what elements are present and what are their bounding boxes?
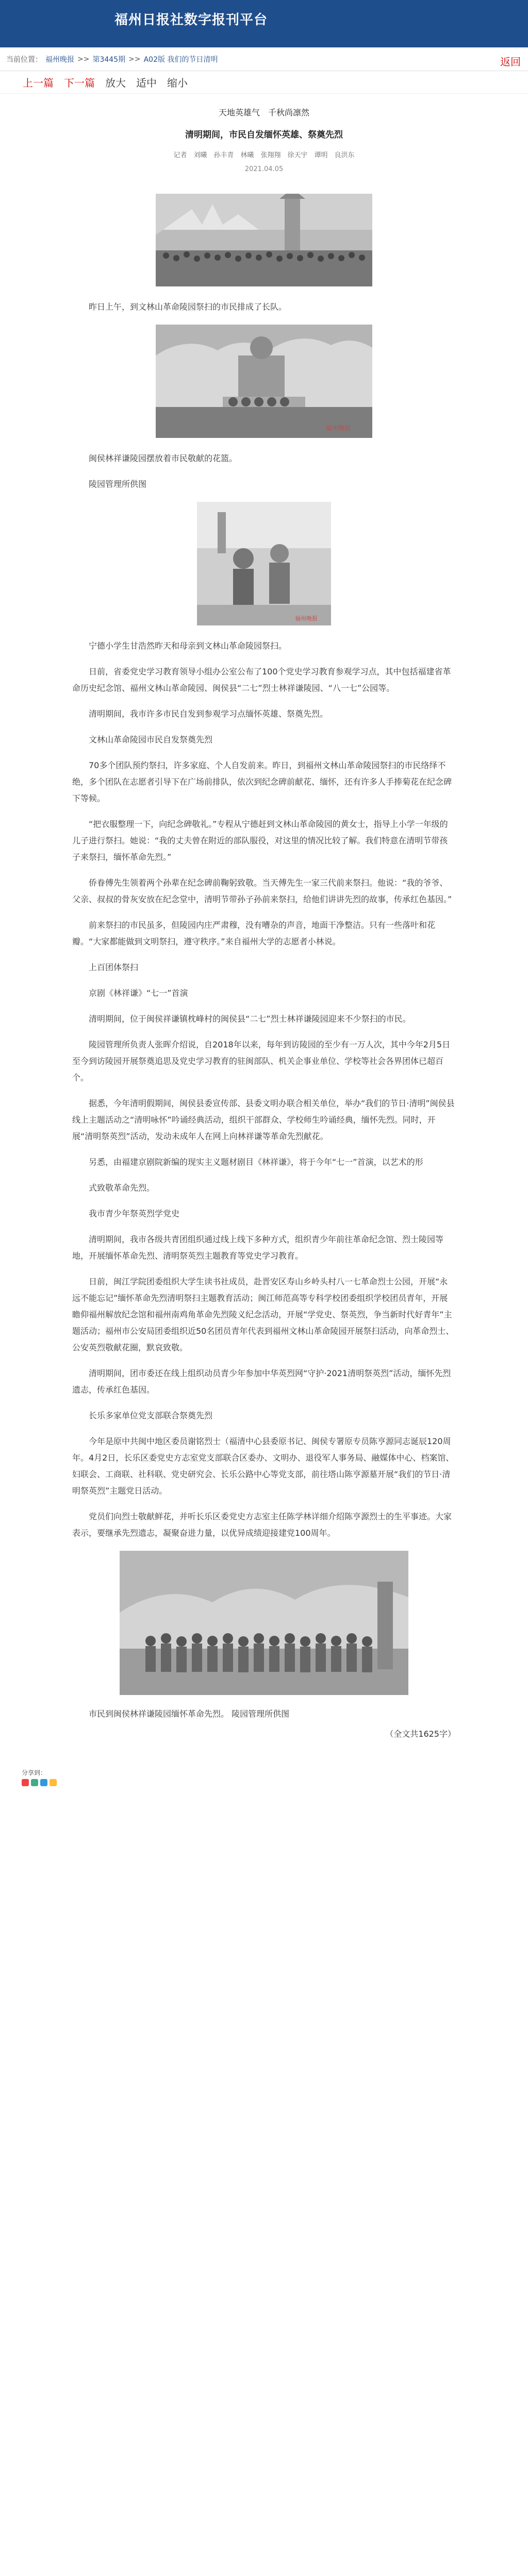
- font-small-button[interactable]: 缩小: [167, 77, 188, 89]
- back-button[interactable]: 返回: [500, 56, 521, 68]
- article-body: [0, 194, 528, 1695]
- article-paragraph: 日前，闽江学院团委组织大学生读书社成员，赴晋安区寿山乡岭头村八一七革命烈士公园，开展“永远不能忘记”缅怀革命先烈清明祭扫主题教育活动；闽江师范高等专科学校团委组织学校团员青年，开展瞻仰福州解放纪念馆和福州南鸡角革命先烈陵义纪念活动，开展“学党史、祭英烈，争当新时代好青年”主题活动；福州市公安局团委组织近50名团员青年代表到福州文林山革命陵园开展祭扫活动，向革命烈士、公安英烈敬献花圈，默哀致敬。: [72, 1277, 454, 1352]
- prev-article-link[interactable]: 上一篇: [23, 77, 54, 89]
- article-paragraph: 陵园管理所供图: [89, 479, 147, 489]
- article-paragraph: 昨日上午，到文林山革命陵园祭扫的市民排成了长队。: [89, 302, 287, 312]
- article-paragraph: 闽侯林祥谦陵园摆放着市民敬献的花篮。: [89, 453, 238, 463]
- article-date: 2021.04.05: [244, 165, 284, 173]
- share-label: 分享到：: [22, 1769, 47, 1776]
- article-paragraph: 据悉，今年清明假期间，闽侯县委宣传部、县委文明办联合相关单位，举办“我们的节日·清明”闽侯县线上主题活动之“清明咏怀”吟诵经典活动，组织干部群众、学校师生吟诵经典，缅怀先烈。同时，开展“清明祭英烈”活动，发动未成年人在网上向林祥谦等革命先烈献花。: [72, 1098, 455, 1141]
- svg-text:福州晚报: 福州晚报: [326, 425, 351, 432]
- breadcrumb: [0, 47, 528, 71]
- qzone-share-icon[interactable]: [50, 1779, 57, 1786]
- article-photo: [156, 325, 372, 438]
- article-paragraph: 宁德小学生甘浩然昨天和母亲到文林山革命陵园祭扫。: [89, 641, 287, 651]
- article-paragraph: 日前，省委党史学习教育领导小组办公室公布了100个党史学习教育参观学习点，其中包括福建省革命历史纪念馆、福州文林山革命陵园、闽侯县“二七”烈士林祥谦陵园、“八一七”公园等。: [72, 667, 451, 693]
- breadcrumb-site-link[interactable]: 福州晚报: [45, 55, 74, 64]
- article-pre-title: 天地英雄气 千秋尚凛然: [218, 108, 309, 117]
- article-closing: [0, 1707, 528, 1739]
- article-subtitle: 清明期间，市民自发缅怀英雄、祭奠先烈: [185, 130, 343, 140]
- breadcrumb-label: 当前位置：: [6, 55, 42, 64]
- breadcrumb-page-link[interactable]: 第3445期: [92, 55, 126, 64]
- article-paragraph: 陵园管理所负责人张晖介绍说，自2018年以来，每年到访陵园的至少有一万人次，其中今年2月5日至今到访陵园开展祭奠追思及党史学习教育的驻闽部队、机关企事业单位、学校等社会各界团体已超百个。: [72, 1040, 451, 1082]
- article-photo: [156, 194, 372, 286]
- article-paragraph: 党员们向烈士敬献鲜花，并听长乐区委党史方志室主任陈学林详细介绍陈亨源烈士的生平事迹。大家表示，要继承先烈遗志，凝聚奋进力量，以优异成绩迎接建党100周年。: [72, 1512, 452, 1538]
- word-count: （全文共1625字）: [385, 1729, 456, 1739]
- article-paragraph: 文林山革命陵园市民自发祭奠先烈: [89, 735, 213, 744]
- font-large-button[interactable]: 放大: [105, 77, 126, 89]
- article-paragraph: 70多个团队预约祭扫，许多家庭、个人自发前来。昨日，到福州文林山革命陵园祭扫的市民络绎不绝，多个团队在志愿者引导下在广场前排队，依次到纪念碑前献花、缅怀，还有许多人手捧菊花在纪念碑下等候。: [72, 760, 452, 803]
- article-photo: [120, 1551, 408, 1695]
- svg-text:福州晚报: 福州晚报: [295, 615, 318, 622]
- article-paragraph: 清明期间，我市许多市民自发到参观学习点缅怀英雄、祭奠先烈。: [89, 709, 328, 719]
- article-header: [0, 94, 528, 189]
- breadcrumb-sep: >>: [77, 55, 90, 63]
- article-paragraph: 式致敬革命先烈。: [89, 1183, 155, 1193]
- article-paragraph: 清明期间，我市各级共青团组织通过线上线下多种方式，组织青少年前往革命纪念馆、烈士陵园等地，开展缅怀革命先烈、清明祭英烈主题教育等党史学习教育。: [72, 1234, 444, 1261]
- article-paragraph: 长乐多家单位党支部联合祭奠先烈: [89, 1411, 213, 1420]
- next-article-link[interactable]: 下一篇: [64, 77, 95, 89]
- article-paragraph: 前来祭扫的市民虽多，但陵园内庄严肃穆，没有嘈杂的声音，地面干净整洁。只有一些落叶和花瓣。“大家都能做到文明祭扫，遵守秩序。”来自福州大学的志愿者小林说。: [72, 920, 436, 946]
- site-header: [0, 0, 528, 47]
- share-bar: [0, 1768, 528, 1786]
- photo-caption: 市民到闽侯林祥谦陵园缅怀革命先烈。 陵园管理所供图: [89, 1709, 290, 1719]
- article-paragraph: “把衣服整理一下，向纪念碑敬礼。”专程从宁德赶到文林山革命陵园的黄女士，指导上小学一年级的儿子进行祭扫。她说：“我的丈夫曾在附近的部队服役，对这里的情况比较了解。我们特意在清明节带孩子来祭扫，缅怀革命先烈。”: [72, 819, 448, 862]
- breadcrumb-section-link[interactable]: A02版 我们的节日清明: [143, 55, 218, 64]
- article-paragraph: 今年是原中共闽中地区委员谢铭烈士（福清中心县委原书记、闽侯专署原专员陈亨源同志诞辰120周年。4月2日，长乐区委党史方志室党支部联合区委办、文明办、退役军人事务局、融媒体中心、档案馆、妇联会、工商联、社科联、党史研究会、长乐公路中心等党支部，前往塔山陈亨源墓开展“我们的节日·清明祭英烈”主题党日活动。: [72, 1436, 454, 1496]
- article-paragraph: 上百团体祭扫: [89, 962, 139, 972]
- article-paragraph: 侨眷傅先生领着两个孙辈在纪念碑前鞠躬致敬。当天傅先生一家三代前来祭扫。他说：“我的爷爷、父亲、叔叔的骨灰安放在纪念堂中，清明节带孙子孙前来祭扫，给他们讲讲先烈的故事，传承红色基因。”: [72, 878, 452, 904]
- article-paragraph: 京剧《林祥谦》“七一”首演: [89, 988, 188, 998]
- site-logo: 福州日报社数字报刊平台: [114, 12, 268, 28]
- article-paragraph: 我市青少年祭英烈学党史: [89, 1209, 180, 1218]
- font-medium-button[interactable]: 适中: [136, 77, 157, 89]
- weibo-share-icon[interactable]: [22, 1779, 29, 1786]
- article-paragraph: 清明期间，位于闽侯祥谦镇枕峰村的闽侯县“二七”烈士林祥谦陵园迎来不少祭扫的市民。: [89, 1014, 411, 1024]
- article-toolbar: [0, 71, 528, 94]
- breadcrumb-sep: >>: [128, 55, 141, 63]
- article-authors: 记者 刘曦 孙丰青 林曦 张翔翔 徐天宇 谭明 良洪东: [173, 151, 355, 159]
- article-paragraph: 另悉，由福建京剧院新编的现实主义题材剧目《林祥谦》，将于今年“七一”首演，以艺术的形: [89, 1157, 423, 1167]
- qq-share-icon[interactable]: [40, 1779, 47, 1786]
- wechat-share-icon[interactable]: [31, 1779, 38, 1786]
- article-photo: [197, 502, 331, 625]
- article-paragraph: 清明期间，团市委还在线上组织动员青少年参加中华英烈网“守护·2021清明祭英烈”活动，缅怀先烈遗志，传承红色基因。: [72, 1368, 451, 1395]
